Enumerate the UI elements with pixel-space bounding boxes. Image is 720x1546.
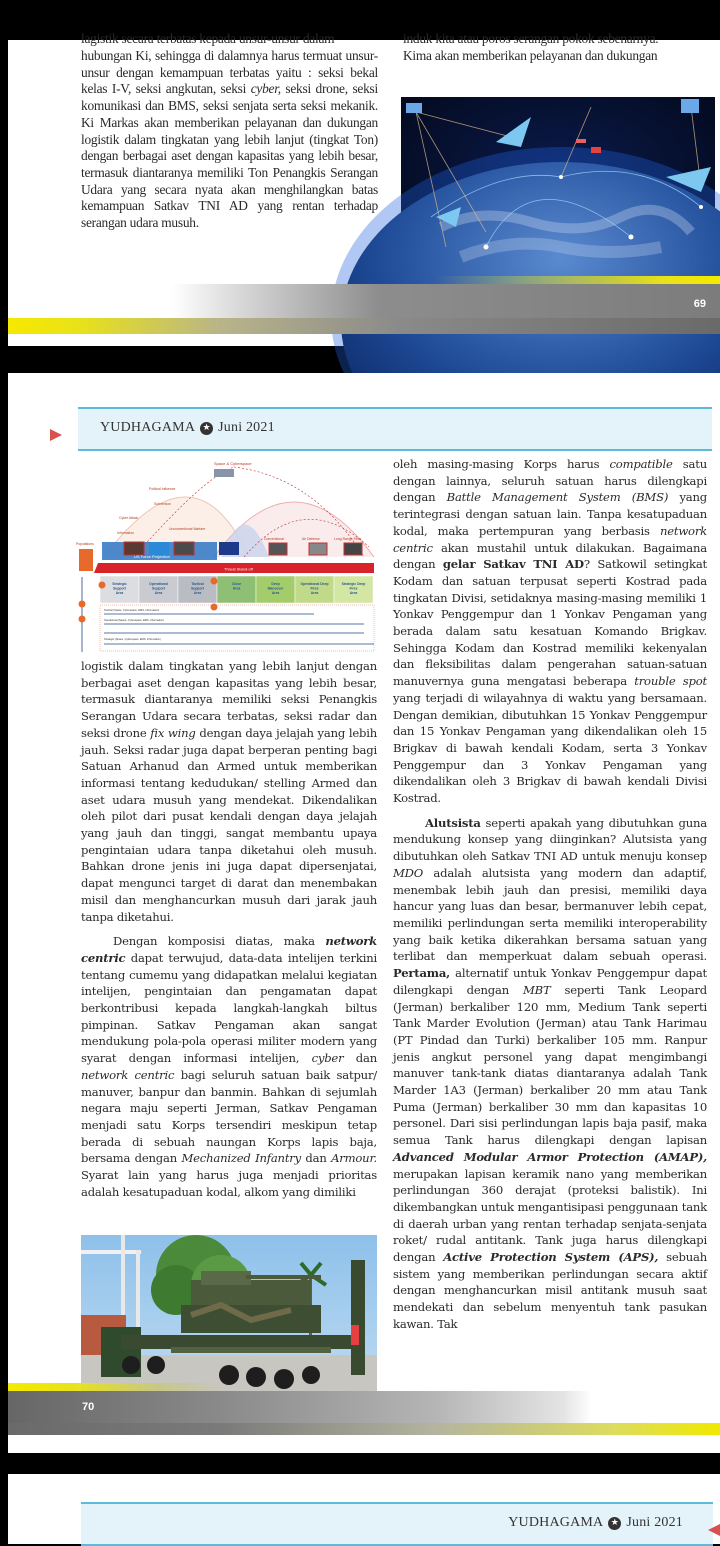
footer-stripe-yellow	[435, 276, 720, 284]
diagram-area-label: Deep	[271, 582, 280, 586]
paragraph: Dengan komposisi diatas, maka network centric dapat terwujud, data-data intelijen terkini tentang cumemu yang didapatkan melalui kegiatan intelijen, pengintaian dan pengamatan dapat berkontribusi kepada langkah-langkah biltus pimpinan. Satkav Pengaman akan sangat mendukung pola-pola operasi militer modern yang syarat dengan informasi intelijen, cyber dan network centric bagi seluruh satuan baik satpur/ manuver, banpur dan banmin. Bahkan di sejumlah negara maju seperti Jerman, Satkav Pengaman menjadi satu Korps tersendiri meskipun tetap berada di sebuah naungan Korps lapis baja, bersama dengan Mechanized Infantry dan Armour. Syarat lain yang harus juga menjadi prioritas adalah kesatupaduan kodal, alkom yang dimiliki	[81, 934, 378, 1199]
running-header	[78, 407, 712, 451]
page70-left-column	[81, 658, 377, 1201]
mdo-concept-diagram	[74, 457, 374, 655]
diagram-area-label: Close	[231, 582, 242, 586]
diagram-area-label: Operational Deep	[300, 582, 329, 586]
star-circle-icon: ★	[608, 1517, 621, 1530]
diagram-area-label: Area	[115, 591, 124, 595]
diagram-area-label: Support	[191, 586, 204, 591]
diagram-label-space: Space & Cyberspace	[214, 461, 252, 466]
diagram-arc-label: Information	[117, 531, 134, 535]
star-circle-icon: ★	[200, 422, 213, 435]
running-header	[81, 1502, 713, 1546]
satellite-icon	[214, 469, 234, 477]
marker-4	[211, 604, 218, 611]
page-footer-band	[8, 1383, 720, 1453]
page69-right-paragraph: Kima akan memberikan pelayanan dan dukungan	[403, 48, 658, 63]
marker-5	[79, 601, 86, 608]
diagram-area-label: Area	[232, 586, 241, 591]
issue-date: Juni 2021	[626, 1515, 683, 1530]
issue-date: Juni 2021	[218, 420, 275, 435]
diagram-line-label: Strategic (Space, Cyberspace, EMS, Information)	[104, 638, 161, 641]
globe-illustration	[401, 97, 715, 273]
footer-gradient-gray	[8, 1391, 720, 1423]
page-footer-band	[8, 276, 720, 346]
diagram-arc-label: Subversion	[154, 502, 171, 506]
marker-2	[99, 582, 106, 589]
page69-right-column	[403, 31, 710, 65]
footer-gradient-bottom	[8, 318, 720, 334]
diagram-area-label: Fires	[310, 586, 319, 591]
diagram-area-label: Area	[271, 591, 280, 595]
diagram-arc-label: Air Defense	[302, 537, 320, 541]
diagram-area-label: Area	[193, 591, 202, 595]
diagram-area-label: Fires	[349, 586, 358, 591]
running-header-text	[508, 1515, 683, 1531]
diagram-area-label: Area	[310, 591, 319, 595]
footer-stripe-yellow	[8, 1383, 222, 1391]
page69-left-column	[81, 31, 378, 232]
magazine-page-69	[8, 31, 720, 346]
diagram-area-label: Strategic Deep	[341, 582, 366, 586]
diagram-area-label: Strategic	[112, 582, 127, 586]
paragraph: logistik dalam tingkatan yang lebih lanjut dengan berbagai aset dengan kapasitas yang lebih besar, termasuk diantaranya memiliki seksi Penangkis Serangan Udara secara terbatas, seksi radar dan seksi drone fix wing dengan daya jelajah yang lebih jauh. Seksi radar juga dapat berperan penting bagi Satuan Arhanud dan Armed untuk memberikan informasi tentang kedudukan/ stelling Armed dan aset udara musuh yang mendekat. Dikendalikan oleh pilot dari pusat kendali dengan daya jelajah yang jauh dan tinggi, sangat membantu upaya pengintaian udara tanpa diketahui oleh musuh. Bahkan drone jenis ini juga dapat dipersenjatai, dapat mengunci target di darat dan menembakan misil dan menghancurkan musuh dari jarak jauh tanpa diketahui.	[81, 659, 377, 924]
diagram-area-label: Area	[349, 591, 358, 595]
arrow-right-icon	[50, 429, 62, 441]
diagram-line-label: Operational (Space, Cyberspace, EMS, Information)	[104, 619, 164, 622]
diagram-area-columns	[100, 576, 373, 603]
magazine-name: YUDHAGAMA	[100, 420, 196, 435]
page-number: 69	[693, 298, 706, 310]
marker-1	[79, 616, 86, 623]
diagram-arc-label: Conventional	[264, 537, 284, 541]
diagram-area-label: Support	[152, 586, 165, 591]
network-globe-image	[401, 97, 715, 273]
cut-off-line: induk kita atau poros serangan pokok sebenarnya.	[403, 31, 659, 46]
diagram-label-populations: Populations	[76, 542, 94, 546]
diagram-area-label: Support	[113, 586, 126, 591]
page69-left-paragraph: hubungan Ki, sehingga di dalamnya harus termuat unsur-unsur dengan kemampuan terbatas yaitu : seksi bekal kelas I-V, seksi angkutan, seksi cyber, seksi drone, seksi komunikasi dan BMS, seksi senjata serta seksi mekanik. Ki Markas akan memberikan pelayanan dan dukungan logistik dalam tingkatan yang lebih lanjut (tingkat Ton) dengan berbagai aset dengan kapasitas yang lebih besar, termasuk diantaranya memiliki Ton Penangkis Serangan Udara yang secara nyata akan menghilangkan batas kemampuan Satkav TNI AD yang rentan terhadap serangan udara musuh.	[81, 48, 378, 231]
magazine-name: YUDHAGAMA	[508, 1515, 604, 1530]
marker-3	[211, 578, 218, 585]
diagram-arc-label: Long-Range Fires	[334, 537, 362, 541]
footer-gradient-gray	[8, 284, 720, 318]
diagram-arc-label: Unconventional Warfare	[169, 527, 206, 531]
cut-off-line: lagistik secara terbatas kepada unsur-unsur dalam	[81, 31, 335, 46]
running-header-text	[100, 420, 275, 436]
diagram-area-label: Maneuver	[267, 586, 284, 591]
diagram-area-label: Area	[154, 591, 163, 595]
page70-right-column	[393, 456, 707, 1333]
footer-gradient-bottom	[8, 1423, 720, 1435]
diagram-threat-label: Threat Stand-off	[224, 566, 253, 572]
paragraph: oleh masing-masing Korps harus compatible satu dengan lainnya, seluruh satuan harus dilengkapi dengan Battle Management System (BMS) yang terintegrasi dengan satuan lain. Tanpa kesatupaduan kodal, maka pertempuran yang berbasis network centric akan mustahil untuk dilakukan. Bagaimana dengan gelar Satkav TNI AD? Satkowil setingkat Kodam dan satuan terpusat seperti Kostrad pada tingkatan Divisi, setidaknya masing-masing memiliki 1 Yonkav Penggempur dan 1 Yonkav Pengaman yang berada dalam satu kesatuan Komando Brigkav. Sehingga Kodam dan Kostrad memiliki kekenyalan dan fleksibilitas dalam pengerahan satuan-satuan manuvernya guna mengatasi beberapa trouble spot yang terjadi di wilayahnya di waktu yang bersamaan. Dengan demikian, dibutuhkan 15 Yonkav Penggempur dan 15 Yonkav Pengaman yang dikendalikan oleh 15 Brigkav di bawah kendali Kodam, serta 3 Yonkav Penggempur dan 3 Yonkav Pengaman yang dikendalikan oleh 3 Brigkav di bawah kendali Divisi Kostrad.	[393, 457, 708, 806]
people-icon	[79, 549, 93, 571]
diagram-arc-label: Cyber Attack	[119, 516, 139, 520]
page-number: 70	[82, 1401, 95, 1413]
diagram-area-label: Operational	[149, 582, 168, 586]
diagram-area-label: Tactical	[191, 582, 204, 586]
paragraph: Alutsista seperti apakah yang dibutuhkan guna mendukung konsep yang diinginkan? Alutsista yang dibutuhkan oleh Satkav TNI AD untuk menuju konsep MDO adalah alutsista yang modern dan adaptif, menembak lebih jauh dan presisi, memiliki daya hancur yang luas dan besar, bermanuver lebih cepat, memiliki perlindungan serta memiliki interoperability yang baik ketika dikerahkan bersama satuan yang terlibat dan memperkuat dalam sebuah operasi. Pertama, alternatif untuk Yonkav Penggempur dapat dilengkapi dengan MBT seperti Tank Leopard (Jerman) berkaliber 120 mm, Medium Tank seperti Tank Marder Evolution (Jerman) atau Tank Harimau (PT Pindad dan Turki) berkaliber 105 mm. Ranpur jenis angkut personel yang dapat mengimbangi manuver tank-tank diatas diantaranya adalah Tank Marder 1A3 (Jerman) berkaliber 20 mm atau Tank Puma (Jerman) berkaliber 30 mm dan kapasitas 10 personel. Dari sisi perlindungan lapis baja pasif, maka semua Tank harus dilengkapi dengan lapisan Advanced Modular Armor Protection (AMAP), merupakan lapisan keramik nano yang memberikan perlindungan 360 derajat (proteksi balistik). Ini dikembangkan untuk mengantisipasi penggunaan tank di daerah urban yang rentan terhadap senjata-senjata roket/ rudal antitank. Tank juga harus dilengkapi dengan Active Protection System (APS), sebuah sistem yang memberikan perlindungan secara aktif dengan menghancurkan misil antitank musuh saat mendekati dan sebelum menyentuh tank pasukan kawan. Tak	[393, 815, 707, 1331]
diagram-arc-label: Political Influence	[149, 487, 176, 491]
magazine-page-71	[8, 1474, 720, 1544]
magazine-page-70	[8, 373, 720, 1453]
diagram-line-label: Tactical (Space, Cyberspace, EMS, Information)	[104, 609, 160, 612]
diagram-projection-label: US Force Projection	[134, 554, 170, 559]
arrow-left-icon	[708, 1524, 720, 1536]
